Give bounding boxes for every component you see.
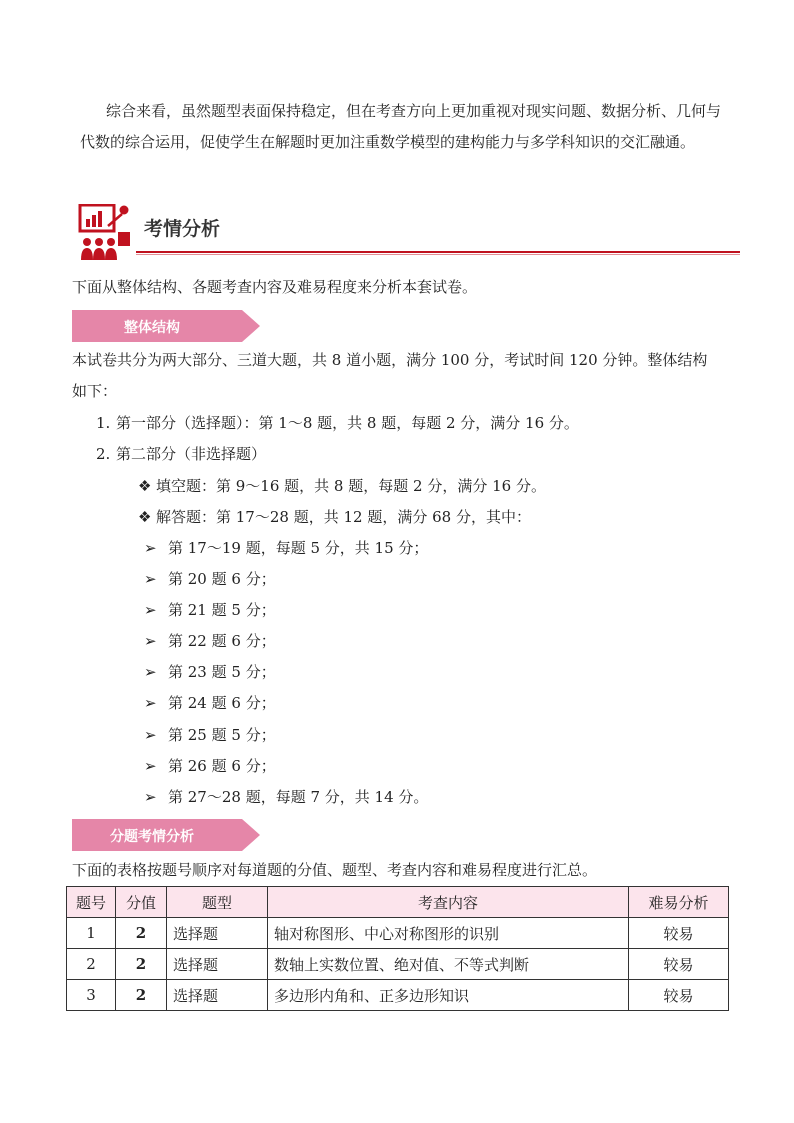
cell-difficulty: 较易 xyxy=(629,918,729,949)
list-number: 1. xyxy=(96,414,111,432)
table-row xyxy=(67,949,729,980)
column-header: 难易分析 xyxy=(629,887,729,918)
intro-paragraph: 综合来看，虽然题型表面保持稳定，但在考查方向上更加重视对现实问题、数据分析、几何与代数的综合运用，促使学生在解题时更加注重数学模型的建构能力与多学科知识的交汇融通。 xyxy=(80,102,722,151)
list-text: 第 27～28 题，每题 7 分，共 14 分。 xyxy=(168,788,429,806)
list-text: 解答题：第 17～28 题，共 12 题，满分 68 分，其中： xyxy=(156,508,531,526)
cell-score: 2 xyxy=(116,949,167,980)
question-analysis-table xyxy=(66,886,729,1011)
arrow-bullet-icon: ➢ xyxy=(144,788,157,806)
list-item xyxy=(144,600,276,620)
list-item xyxy=(144,725,276,745)
table-header-row xyxy=(67,887,729,918)
presentation-icon xyxy=(78,204,134,262)
banner-label: 整体结构 xyxy=(124,320,180,336)
arrow-bullet-icon: ➢ xyxy=(144,570,157,588)
banner-question-analysis xyxy=(72,819,260,851)
table-intro: 下面的表格按题号顺序对每道题的分值、题型、考查内容和难易程度进行汇总。 xyxy=(72,861,598,879)
column-header: 分值 xyxy=(116,887,167,918)
cell-number: 1 xyxy=(67,918,116,949)
diamond-bullet-icon: ❖ xyxy=(138,477,152,495)
column-header: 考查内容 xyxy=(268,887,629,918)
cell-number: 2 xyxy=(67,949,116,980)
list-item xyxy=(144,569,276,589)
cell-difficulty: 较易 xyxy=(629,980,729,1011)
overall-summary-line2: 如下： xyxy=(72,382,118,400)
cell-content: 数轴上实数位置、绝对值、不等式判断 xyxy=(268,949,629,980)
overall-summary-line1: 本试卷共分为两大部分、三道大题，共 8 道小题，满分 100 分，考试时间 120 分钟。整体结构 xyxy=(72,351,708,369)
list-text: 第二部分（非选择题） xyxy=(116,445,267,463)
cell-difficulty: 较易 xyxy=(629,949,729,980)
list-text: 第 21 题 5 分； xyxy=(168,601,276,619)
list-text: 第 17～19 题，每题 5 分，共 15 分； xyxy=(168,539,429,557)
list-text: 第 26 题 6 分； xyxy=(168,757,276,775)
section-divider xyxy=(136,251,740,253)
section-intro: 下面从整体结构、各题考查内容及难易程度来分析本套试卷。 xyxy=(72,278,478,296)
list-text: 第一部分（选择题）：第 1～8 题，共 8 题，每题 2 分，满分 16 分。 xyxy=(116,414,579,432)
arrow-bullet-icon: ➢ xyxy=(144,601,157,619)
list-number: 2. xyxy=(96,445,111,463)
list-text: 第 22 题 6 分； xyxy=(168,632,276,650)
arrow-bullet-icon: ➢ xyxy=(144,694,157,712)
list-item xyxy=(138,507,531,527)
list-text: 填空题：第 9～16 题，共 8 题，每题 2 分，满分 16 分。 xyxy=(156,477,546,495)
list-item xyxy=(144,538,428,558)
table-row xyxy=(67,980,729,1011)
arrow-bullet-icon: ➢ xyxy=(144,663,157,681)
cell-content: 轴对称图形、中心对称图形的识别 xyxy=(268,918,629,949)
column-header: 题型 xyxy=(167,887,268,918)
cell-number: 3 xyxy=(67,980,116,1011)
list-item xyxy=(144,693,276,713)
list-text: 第 23 题 5 分； xyxy=(168,663,276,681)
arrow-bullet-icon: ➢ xyxy=(144,632,157,650)
banner-overall-structure xyxy=(72,310,260,342)
cell-type: 选择题 xyxy=(167,980,268,1011)
list-text: 第 24 题 6 分； xyxy=(168,694,276,712)
table-row xyxy=(67,918,729,949)
section-divider-shadow xyxy=(136,254,740,255)
section-title: 考情分析 xyxy=(144,218,221,240)
cell-type: 选择题 xyxy=(167,949,268,980)
cell-score: 2 xyxy=(116,918,167,949)
list-item xyxy=(96,413,579,433)
list-item xyxy=(144,662,276,682)
list-text: 第 25 题 5 分； xyxy=(168,726,276,744)
list-item xyxy=(96,444,266,464)
list-item xyxy=(144,787,428,807)
cell-type: 选择题 xyxy=(167,918,268,949)
arrow-bullet-icon: ➢ xyxy=(144,757,157,775)
arrow-bullet-icon: ➢ xyxy=(144,539,157,557)
arrow-bullet-icon: ➢ xyxy=(144,726,157,744)
cell-content: 多边形内角和、正多边形知识 xyxy=(268,980,629,1011)
diamond-bullet-icon: ❖ xyxy=(138,508,152,526)
list-item xyxy=(144,756,276,776)
list-item xyxy=(138,476,546,496)
column-header: 题号 xyxy=(67,887,116,918)
list-text: 第 20 题 6 分； xyxy=(168,570,276,588)
cell-score: 2 xyxy=(116,980,167,1011)
banner-label: 分题考情分析 xyxy=(110,829,194,845)
list-item xyxy=(144,631,276,651)
